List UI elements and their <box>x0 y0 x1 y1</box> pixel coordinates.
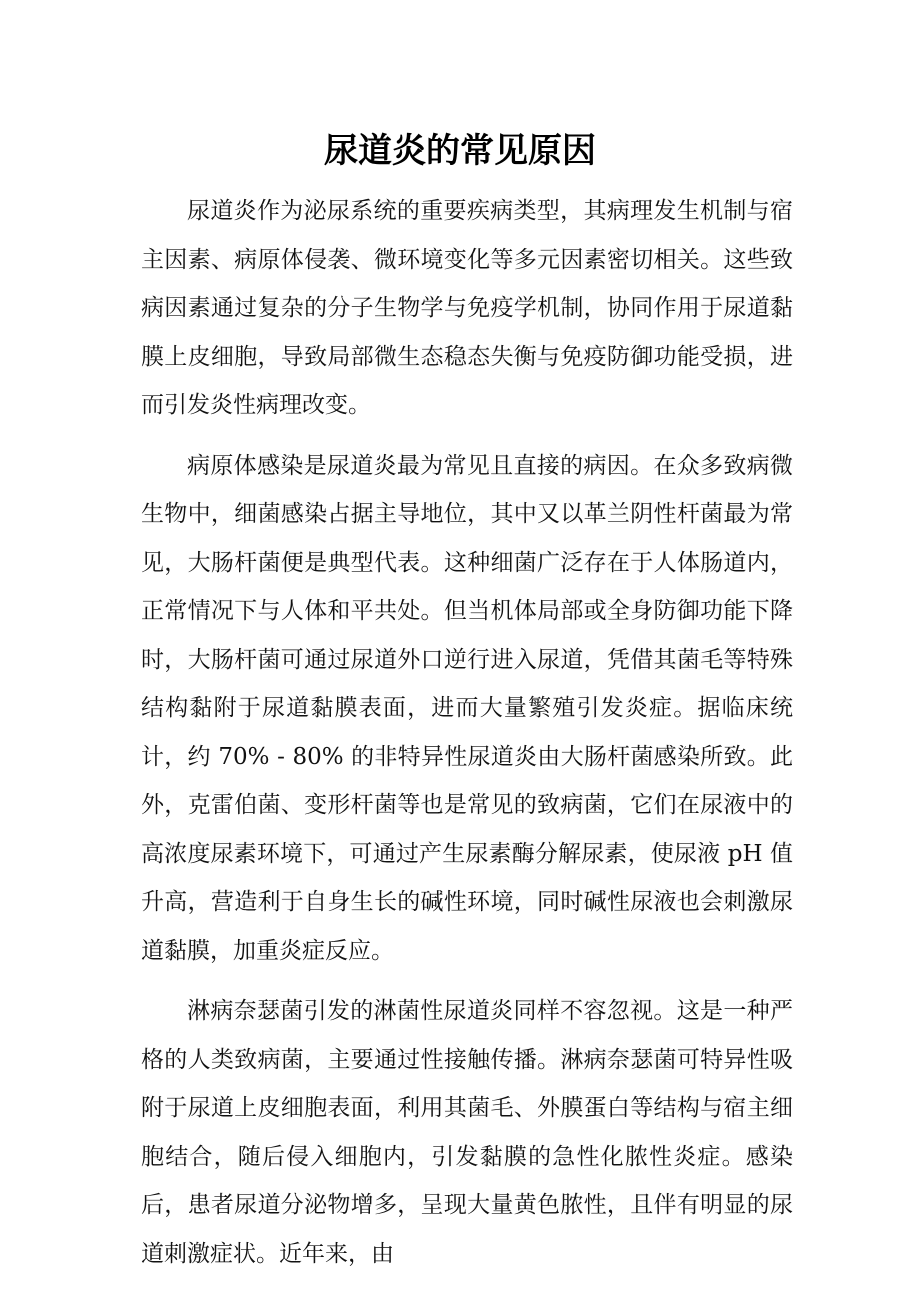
document-body <box>141 187 793 1290</box>
paragraph-intro: 尿道炎作为泌尿系统的重要疾病类型，其病理发生机制与宿主因素、病原体侵袭、微环境变化等多元因素密切相关。这些致病因素通过复杂的分子生物学与免疫学机制，协同作用于尿道黏膜上皮细胞，导致局部微生态稳态失衡与免疫防御功能受损，进而引发炎性病理改变。 <box>141 198 793 418</box>
document-title: 尿道炎的常见原因 <box>324 131 596 171</box>
paragraph-pathogen-infection: 病原体感染是尿道炎最为常见且直接的病因。在众多致病微生物中，细菌感染占据主导地位，其中又以革兰阴性杆菌最为常见，大肠杆菌便是典型代表。这种细菌广泛存在于人体肠道内，正常情况下与人体和平共处。但当机体局部或全身防御功能下降时，大肠杆菌可通过尿道外口逆行进入尿道，凭借其菌毛等特殊结构黏附于尿道黏膜表面，进而大量繁殖引发炎症。据临床统计，约 70% - 80% 的非特异性尿道炎由大肠杆菌感染所致。此外，克雷伯菌、变形杆菌等也是常见的致病菌，它们在尿液中的高浓度尿素环境下，可通过产生尿素酶分解尿素，使尿液 pH 值升高，营造利于自身生长的碱性环境，同时碱性尿液也会刺激尿道黏膜，加重炎症反应。 <box>141 452 793 964</box>
paragraph-gonococcal: 淋病奈瑟菌引发的淋菌性尿道炎同样不容忽视。这是一种严格的人类致病菌，主要通过性接触传播。淋病奈瑟菌可特异性吸附于尿道上皮细胞表面，利用其菌毛、外膜蛋白等结构与宿主细胞结合，随后侵入细胞内，引发黏膜的急性化脓性炎症。感染后，患者尿道分泌物增多，呈现大量黄色脓性，且伴有明显的尿道刺激症状。近年来，由 <box>141 998 793 1267</box>
